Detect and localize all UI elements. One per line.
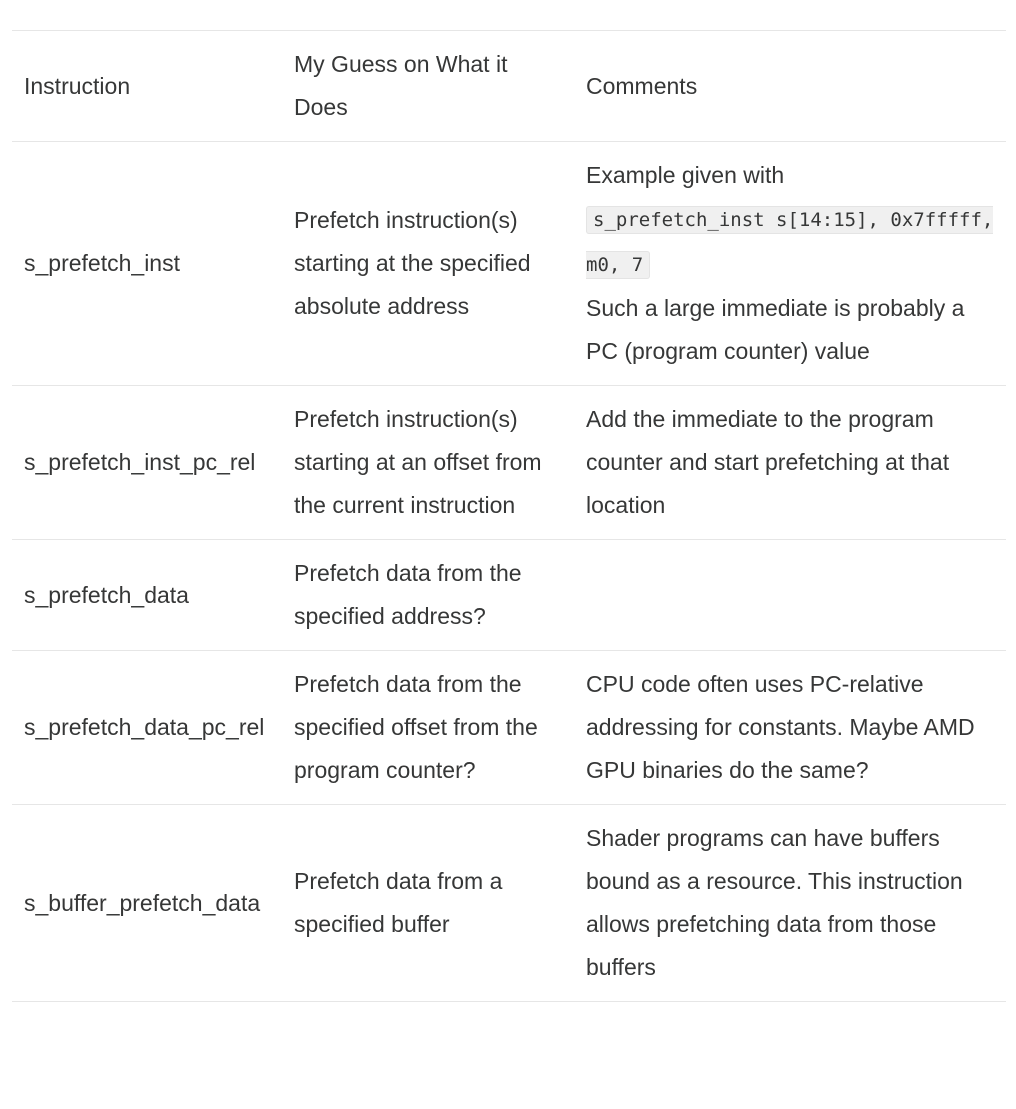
- table-row: [12, 540, 1006, 651]
- guess-cell: Prefetch data from the specified offset from the program counter?: [292, 651, 574, 805]
- table-header-row: [12, 31, 1006, 142]
- comment-cell: CPU code often uses PC-relative addressing for constants. Maybe AMD GPU binaries do the same?: [574, 651, 1006, 805]
- header-guess: My Guess on What it Does: [292, 31, 574, 142]
- instruction-cell: s_prefetch_inst_pc_rel: [12, 386, 292, 540]
- header-instruction: Instruction: [12, 31, 292, 142]
- code-snippet: s_prefetch_inst s[14:15], 0x7fffff, m0, 7: [586, 206, 993, 279]
- comment-cell: [574, 142, 1006, 386]
- guess-cell: Prefetch instruction(s) starting at an offset from the current instruction: [292, 386, 574, 540]
- table-row: [12, 651, 1006, 805]
- instruction-table: [12, 30, 1006, 1002]
- guess-cell: Prefetch data from the specified address?: [292, 540, 574, 651]
- instruction-cell: s_prefetch_data: [12, 540, 292, 651]
- table-row: [12, 805, 1006, 1002]
- guess-cell: Prefetch data from a specified buffer: [292, 805, 574, 1002]
- comment-cell: [574, 540, 1006, 651]
- comment-cell: Shader programs can have buffers bound as a resource. This instruction allows prefetching data from those buffers: [574, 805, 1006, 1002]
- comment-cell: Add the immediate to the program counter and start prefetching at that location: [574, 386, 1006, 540]
- guess-cell: Prefetch instruction(s) starting at the specified absolute address: [292, 142, 574, 386]
- comment-text: Example given with: [586, 162, 785, 188]
- table-row: [12, 386, 1006, 540]
- instruction-cell: s_buffer_prefetch_data: [12, 805, 292, 1002]
- table-row: [12, 142, 1006, 386]
- comment-text: Such a large immediate is probably a PC (program counter) value: [586, 295, 965, 364]
- instruction-cell: s_prefetch_inst: [12, 142, 292, 386]
- header-comments: Comments: [574, 31, 1006, 142]
- instruction-cell: s_prefetch_data_pc_rel: [12, 651, 292, 805]
